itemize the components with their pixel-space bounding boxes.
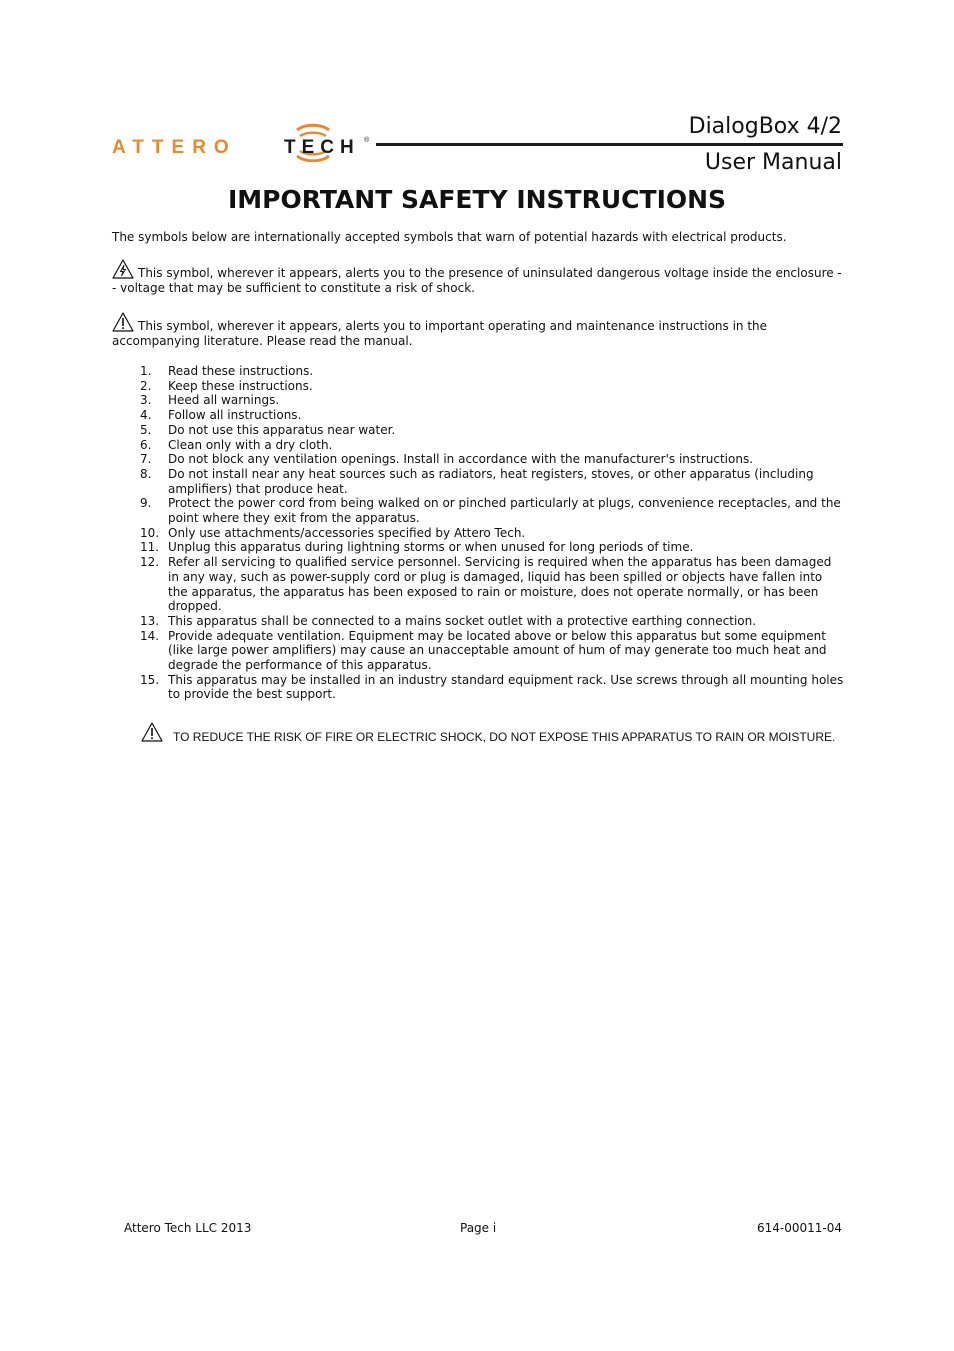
list-item	[112, 496, 844, 525]
exclamation-warning-icon	[141, 722, 163, 742]
attention-symbol-note	[112, 312, 844, 348]
footer-company: Attero Tech LLC 2013	[124, 1221, 252, 1235]
item-number: 8.	[140, 466, 152, 481]
item-number: 11.	[140, 540, 160, 555]
item-text: Protect the power cord from being walked on or pinched particularly at plugs, convenience receptacles, and the point where they exit from the apparatus.	[168, 496, 841, 526]
document-type: User Manual	[704, 150, 842, 175]
item-number: 9.	[140, 496, 152, 511]
item-number: 3.	[140, 393, 152, 408]
item-text: This apparatus shall be connected to a mains socket outlet with a protective earthing connection.	[168, 613, 757, 628]
item-text: Provide adequate ventilation. Equipment may be located above or below this apparatus but some equipment (like large power amplifiers) may cause an unacceptable amount of hum of may generate too much heat and degrade the performance of this apparatus.	[168, 628, 827, 673]
list-item	[112, 423, 844, 438]
list-item	[112, 379, 844, 394]
item-number: 4.	[140, 408, 152, 423]
list-item	[112, 364, 844, 379]
svg-text:®: ®	[364, 137, 370, 144]
list-item	[112, 393, 844, 408]
lightning-warning-icon	[112, 259, 134, 279]
item-number: 12.	[140, 555, 160, 570]
list-item	[112, 614, 844, 629]
item-number: 10.	[140, 525, 160, 540]
item-text: Keep these instructions.	[168, 378, 313, 393]
item-number: 13.	[140, 613, 160, 628]
item-text: Heed all warnings.	[168, 393, 280, 408]
header-rule	[376, 143, 843, 146]
attention-symbol-text: This symbol, wherever it appears, alerts you to important operating and maintenance instructions in the accompanying literature. Please read the manual.	[112, 319, 768, 348]
item-number: 5.	[140, 422, 152, 437]
item-text: This apparatus may be installed in an industry standard equipment rack. Use screws through all mounting holes to provide the best support.	[168, 672, 844, 702]
exclamation-warning-icon	[112, 312, 134, 332]
list-item	[112, 408, 844, 423]
page-title: IMPORTANT SAFETY INSTRUCTIONS	[227, 185, 727, 214]
item-number: 15.	[140, 672, 160, 687]
item-text: Only use attachments/accessories specified by Attero Tech.	[168, 525, 526, 540]
svg-text:ATTERO: ATTERO	[112, 137, 237, 158]
footer-page-number: Page i	[460, 1221, 497, 1235]
final-warning-text: TO REDUCE THE RISK OF FIRE OR ELECTRIC SHOCK, DO NOT EXPOSE THIS APPARATUS TO RAIN OR MOISTURE.	[173, 730, 836, 744]
item-number: 14.	[140, 628, 160, 643]
item-text: Refer all servicing to qualified service personnel. Servicing is required when the apparatus has been damaged in any way, such as power-supply cord or plug is damaged, liquid has been spilled or objects have fallen into the apparatus, the apparatus has been exposed to rain or moisture, does not operate normally, or has been dropped.	[168, 555, 832, 614]
list-item	[112, 555, 844, 614]
shock-symbol-text: This symbol, wherever it appears, alerts you to the presence of uninsulated dangerous voltage inside the enclosure -- voltage that may be sufficient to constitute a risk of shock.	[112, 266, 842, 295]
item-text: Read these instructions.	[168, 364, 314, 378]
item-number: 7.	[140, 452, 152, 467]
intro-paragraph: The symbols below are internationally accepted symbols that warn of potential hazards with electrical products.	[112, 230, 787, 244]
list-item	[112, 629, 844, 673]
list-item	[112, 526, 844, 541]
shock-symbol-note	[112, 259, 844, 295]
final-warning	[141, 722, 835, 745]
atterotech-logo	[110, 116, 375, 172]
item-text: Do not install near any heat sources such as radiators, heat registers, stoves, or other apparatus (including amplifiers) that produce heat.	[168, 466, 814, 496]
item-number: 1.	[140, 364, 152, 378]
item-number: 6.	[140, 437, 152, 452]
footer-doc-number: 614-00011-04	[756, 1221, 842, 1235]
list-item	[112, 438, 844, 453]
item-text: Clean only with a dry cloth.	[168, 437, 333, 452]
item-number: 2.	[140, 378, 152, 393]
product-name: DialogBox 4/2	[688, 114, 842, 139]
list-item	[112, 673, 844, 702]
item-text: Unplug this apparatus during lightning storms or when unused for long periods of time.	[168, 540, 694, 555]
instruction-list	[112, 364, 844, 702]
svg-text:TECH: TECH	[284, 137, 360, 158]
item-text: Follow all instructions.	[168, 408, 302, 423]
item-text: Do not use this apparatus near water.	[168, 422, 396, 437]
list-item	[112, 540, 844, 555]
list-item	[112, 452, 844, 467]
item-text: Do not block any ventilation openings. Install in accordance with the manufacturer's instructions.	[168, 452, 754, 467]
list-item	[112, 467, 844, 496]
